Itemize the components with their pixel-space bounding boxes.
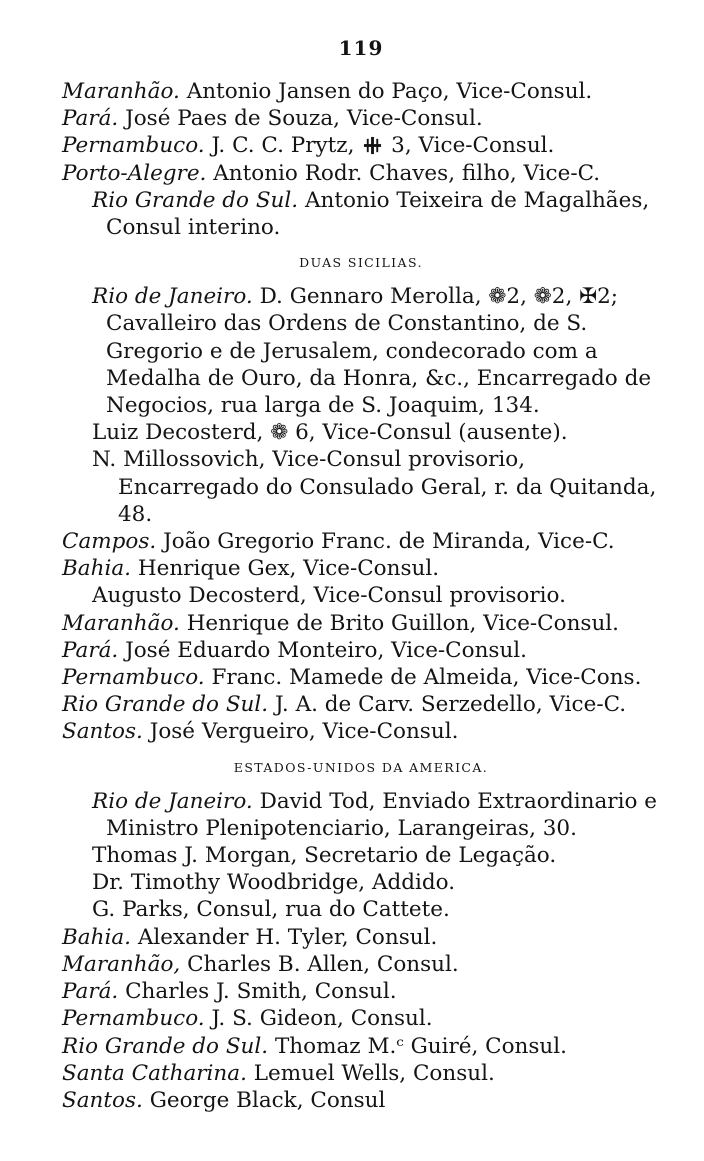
- entry-text: David Tod, Enviado Extraordinario e Ministro Plenipotenciario, Larangeiras, 30.: [106, 788, 657, 841]
- section-continuation: [62, 78, 660, 241]
- place-name: Maranhão.: [62, 79, 180, 104]
- entry-text: 3, Vice-Consul.: [391, 133, 555, 159]
- place-name: Maranhão.: [62, 610, 180, 636]
- entry-santos: [62, 1087, 660, 1114]
- entry-text: Antonio Teixeira de Magalhães, Consul interino.: [106, 187, 650, 241]
- entry-pernambuco: [62, 664, 660, 691]
- entry-text: Antonio Rodr. Chaves, filho, Vice-C.: [213, 160, 601, 186]
- entry-text: Alexander H. Tyler, Consul.: [137, 924, 438, 950]
- place-name: Santa Catharina.: [62, 1060, 247, 1086]
- entry-bahia: [62, 924, 660, 951]
- entry-para: [62, 978, 660, 1005]
- entry-n-millossovich: [62, 446, 660, 528]
- entry-text: Henrique de Brito Guillon, Vice-Consul.: [186, 610, 620, 636]
- entry-maranhao: [62, 78, 660, 105]
- entry-text: Charles J. Smith, Consul.: [125, 979, 397, 1005]
- entry-g-parks: [62, 896, 660, 923]
- place-name: Pará.: [62, 106, 119, 132]
- entry-rio-de-janeiro: [62, 283, 660, 419]
- entry-text: Augusto Decosterd, Vice-Consul provisorio.: [92, 583, 566, 609]
- entry-pernambuco: [62, 1005, 660, 1032]
- place-name: Rio de Janeiro.: [92, 788, 253, 814]
- entry-augusto-decosterd: [62, 582, 660, 609]
- entry-para: [62, 637, 660, 664]
- place-name: Bahia.: [62, 556, 131, 582]
- entry-text: N. Millossovich, Vice-Consul provisorio, Encarregado do Consulado Geral, r. da Quitanda, 48.: [92, 447, 657, 527]
- entry-text: Thomas J. Morgan, Secretario de Legação.: [92, 843, 557, 869]
- entry-text: Charles B. Allen, Consul.: [187, 951, 459, 977]
- entry-rio-grande-do-sul: [62, 1033, 660, 1060]
- entry-text: George Black, Consul: [149, 1087, 386, 1113]
- place-name: Rio Grande do Sul.: [62, 692, 269, 718]
- place-name: Pernambuco.: [62, 133, 205, 159]
- place-name: Campos.: [62, 529, 157, 555]
- entry-text: D. Gennaro Merolla, ❁2, ❁2, ✠2; Cavalleiro das Ordens de Constantino, de S. Gregorio e de Jerusalem, condecorado com a Medalha de Ouro, da Honra, &c., Encarregado de Negocios, rua larga de S. Joaquim, 134.: [106, 284, 652, 419]
- entry-text: Franc. Mamede de Almeida, Vice-Cons.: [211, 665, 642, 691]
- entry-para: [62, 105, 660, 132]
- entry-text: Dr. Timothy Woodbridge, Addido.: [92, 870, 456, 896]
- place-name: Pernambuco.: [62, 665, 205, 691]
- place-name: Rio de Janeiro.: [92, 284, 253, 310]
- section-heading: ESTADOS-UNIDOS DA AMERICA.: [233, 759, 489, 775]
- place-name: Santos.: [62, 1087, 143, 1113]
- order-cross-icon: [363, 136, 382, 155]
- entry-text: Henrique Gex, Vice-Consul.: [137, 556, 440, 582]
- entry-pernambuco: [62, 132, 660, 159]
- entry-text: João Gregorio Franc. de Miranda, Vice-C.: [163, 529, 615, 555]
- section-heading: DUAS SICILIAS.: [299, 255, 423, 271]
- entry-timothy-woodbridge: [62, 869, 660, 896]
- entry-text: José Paes de Souza, Vice-Consul.: [125, 106, 483, 132]
- entry-text: Lemuel Wells, Consul.: [253, 1060, 495, 1086]
- entry-bahia: [62, 555, 660, 582]
- place-name: Pará.: [62, 979, 119, 1005]
- section-duas-sicilias: [62, 253, 660, 745]
- entry-rio-de-janeiro: [62, 788, 660, 842]
- entry-text: José Eduardo Monteiro, Vice-Consul.: [125, 637, 528, 663]
- place-name: Pernambuco.: [62, 1006, 205, 1032]
- place-name: Porto-Alegre.: [62, 160, 207, 186]
- entry-text: José Vergueiro, Vice-Consul.: [149, 719, 459, 745]
- entry-maranhao: [62, 610, 660, 637]
- entry-text: J. A. de Carv. Serzedello, Vice-C.: [274, 692, 627, 718]
- place-name: Santos.: [62, 719, 143, 745]
- page-number: 119: [338, 36, 384, 60]
- entry-porto-alegre: [62, 160, 660, 187]
- place-name: Rio Grande do Sul.: [62, 1033, 269, 1059]
- entry-text: J. S. Gideon, Consul.: [211, 1006, 433, 1032]
- entry-rio-grande-do-sul: [62, 691, 660, 718]
- entry-santos: [62, 718, 660, 745]
- entry-text: Luiz Decosterd, ❁ 6, Vice-Consul (ausente).: [92, 420, 568, 446]
- place-name: Rio Grande do Sul.: [92, 187, 299, 213]
- entry-campos: [62, 528, 660, 555]
- entry-text: Antonio Jansen do Paço, Vice-Consul.: [186, 79, 593, 104]
- entry-thomas-morgan: [62, 842, 660, 869]
- place-name: Maranhão,: [62, 951, 181, 977]
- place-name: Bahia.: [62, 924, 131, 950]
- entry-text: J. C. C. Prytz,: [211, 133, 355, 159]
- entry-rio-grande-do-sul: [62, 187, 660, 241]
- entry-text: G. Parks, Consul, rua do Cattete.: [92, 897, 450, 923]
- entry-maranhao: [62, 951, 660, 978]
- entry-luiz-decosterd: [62, 419, 660, 446]
- entry-santa-catharina: [62, 1060, 660, 1087]
- place-name: Pará.: [62, 637, 119, 663]
- entry-text: Thomaz M.ᶜ Guiré, Consul.: [274, 1033, 567, 1059]
- section-estados-unidos: [62, 758, 660, 1114]
